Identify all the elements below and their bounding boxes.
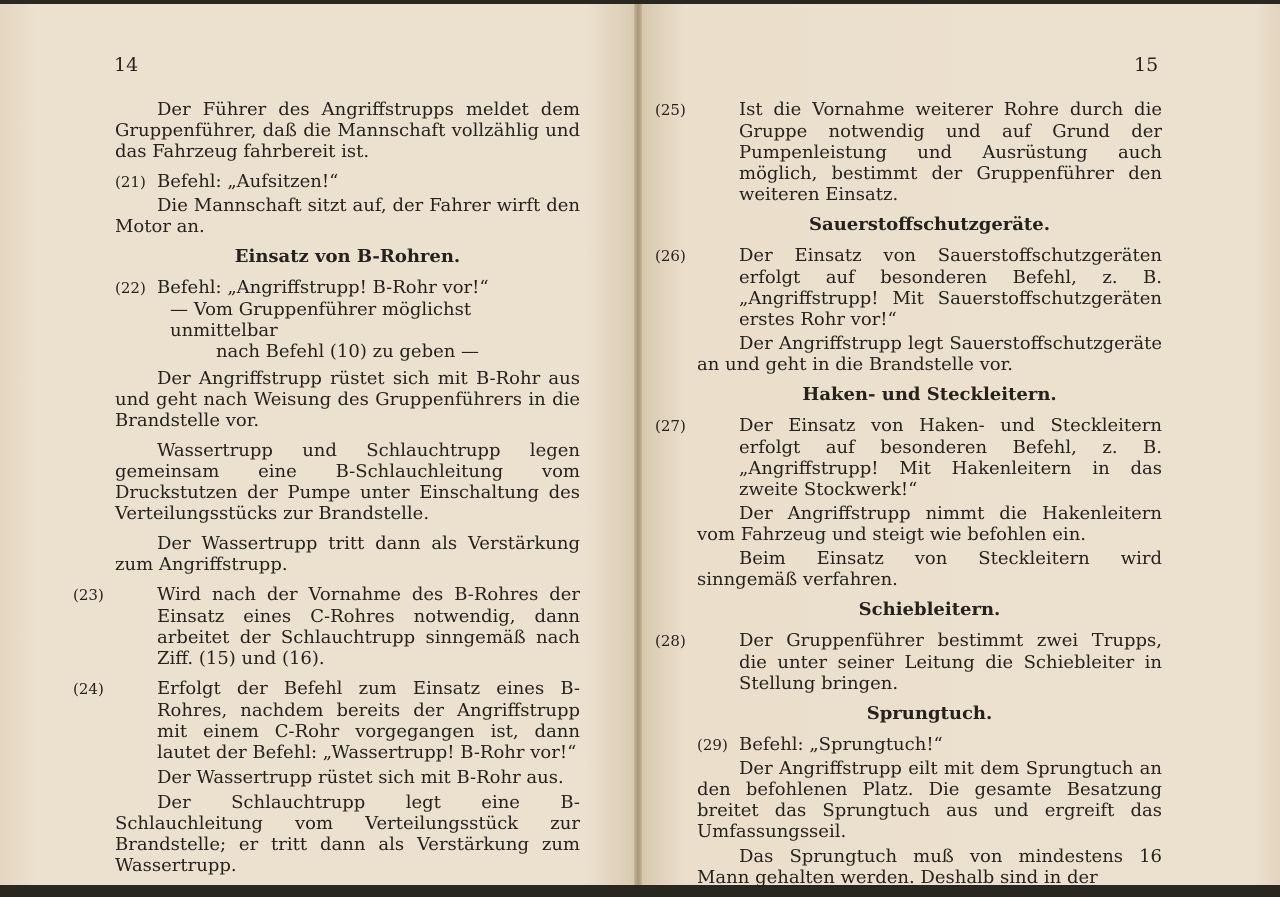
paragraph-number: (26) [655, 247, 686, 265]
paragraph: Der Führer des Angriffstrupps meldet dem Gruppenführer, daß die Mannschaft vollzählig und das Fahrzeug fahrbereit ist. [115, 99, 580, 162]
paragraph-number: (28) [655, 632, 686, 650]
paragraph-29 [697, 734, 1162, 756]
paragraph: Der Angriffstrupp nimmt die Hakenleitern vom Fahrzeug und steigt wie befohlen ein. [697, 503, 1162, 545]
section-heading: Schiebleitern. [858, 599, 1001, 620]
paragraph-text: Befehl: „Angriffstrupp! B-Rohr vor!“ [157, 277, 489, 298]
paragraph: Wassertrupp und Schlauchtrupp legen gemeinsam eine B-Schlauchleitung vom Druckstutzen der Pumpe unter Einschaltung des Verteilungsstücks zur Brandstelle. [115, 440, 580, 524]
paragraph-number: (27) [655, 417, 686, 435]
section-heading: Sprungtuch. [866, 703, 993, 724]
paragraph-text: Der Gruppenführer bestimmt zwei Trupps, die unter seiner Leitung die Schiebleiter in Stellung bringen. [739, 630, 1162, 694]
paragraph-note: — Vom Gruppenführer möglichst unmittelbar [170, 299, 472, 341]
paragraph-24 [73, 678, 580, 763]
paragraph-number: (29) [697, 736, 728, 754]
section-heading: Einsatz von B-Rohren. [234, 246, 461, 267]
paragraph: Der Angriffstrupp eilt mit dem Sprungtuch an den befohlenen Platz. Die gesamte Besatzung breitet das Sprungtuch aus und ergreift das Umfassungsseil. [697, 758, 1162, 842]
paragraph-28 [655, 630, 1162, 694]
paragraph-26 [655, 245, 1162, 330]
paragraph: Der Schlauchtrupp legt eine B-Schlauchleitung vom Verteilungsstück zur Brandstelle; er tritt dann als Verstärkung zum Wassertrupp. [115, 792, 580, 876]
page-number-left: 14 [114, 54, 139, 76]
paragraph-23 [73, 584, 580, 669]
paragraph-number: (22) [115, 279, 146, 297]
page-number-right: 15 [1134, 54, 1159, 76]
book-spread [0, 4, 1280, 888]
paragraph-number: (23) [73, 586, 104, 604]
paragraph-21 [115, 171, 580, 193]
paragraph-note: nach Befehl (10) zu geben — [215, 341, 480, 362]
section-heading: Haken- und Steckleitern. [802, 384, 1057, 405]
paragraph: Der Wassertrupp rüstet sich mit B-Rohr aus. [157, 767, 564, 788]
paragraph-text: Erfolgt der Befehl zum Einsatz eines B-Rohres, nachdem bereits der Angriffstrupp mit einem C-Rohr vorgegangen ist, dann lautet der Befehl: „Wassertrupp! B-Rohr vor!“ [157, 678, 580, 763]
paragraph: Das Sprungtuch muß von mindestens 16 Mann gehalten werden. Deshalb sind in der [697, 846, 1162, 888]
paragraph-text: Befehl: „Aufsitzen!“ [157, 171, 339, 192]
paragraph: Der Wassertrupp tritt dann als Verstärkung zum Angriffstrupp. [115, 533, 580, 575]
paragraph-number: (21) [115, 173, 146, 191]
paragraph-number: (24) [73, 680, 104, 698]
paragraph: Beim Einsatz von Steckleitern wird sinngemäß verfahren. [697, 548, 1162, 590]
paragraph-27 [655, 415, 1162, 500]
paragraph-text: Befehl: „Sprungtuch!“ [739, 734, 943, 755]
paragraph-text: Ist die Vornahme weiterer Rohre durch die Gruppe notwendig und auf Grund der Pumpenleistung und Ausrüstung auch möglich, bestimmt der Gruppenführer den weiteren Einsatz. [739, 99, 1162, 205]
paragraph: Der Angriffstrupp legt Sauerstoffschutzgeräte an und geht in die Brandstelle vor. [697, 333, 1162, 375]
paragraph-number: (25) [655, 101, 686, 119]
paragraph-25 [655, 99, 1162, 205]
left-text-column [73, 99, 580, 885]
paragraph-22 [115, 277, 580, 299]
paragraph: Der Angriffstrupp rüstet sich mit B-Rohr aus und geht nach Weisung des Gruppenführers in die Brandstelle vor. [115, 368, 580, 431]
right-text-column [655, 99, 1162, 897]
book-gutter [634, 4, 642, 885]
paragraph-text: Der Einsatz von Sauerstoffschutzgeräten erfolgt auf besonderen Befehl, z. B. „Angriffstrupp! Mit Sauerstoffschutzgeräten erstes Rohr vor!“ [739, 245, 1162, 330]
paragraph: Die Mannschaft sitzt auf, der Fahrer wirft den Motor an. [115, 195, 580, 237]
paragraph-text: Wird nach der Vornahme des B-Rohres der Einsatz eines C-Rohres notwendig, dann arbeitet der Schlauchtrupp sinngemäß nach Ziff. (15) und (16). [157, 584, 580, 669]
paragraph-text: Der Einsatz von Haken- und Steckleitern erfolgt auf besonderen Befehl, z. B. „Angriffstrupp! Mit Hakenleitern in das zweite Stockwerk!“ [739, 415, 1162, 500]
section-heading: Sauerstoffschutzgeräte. [809, 214, 1050, 235]
